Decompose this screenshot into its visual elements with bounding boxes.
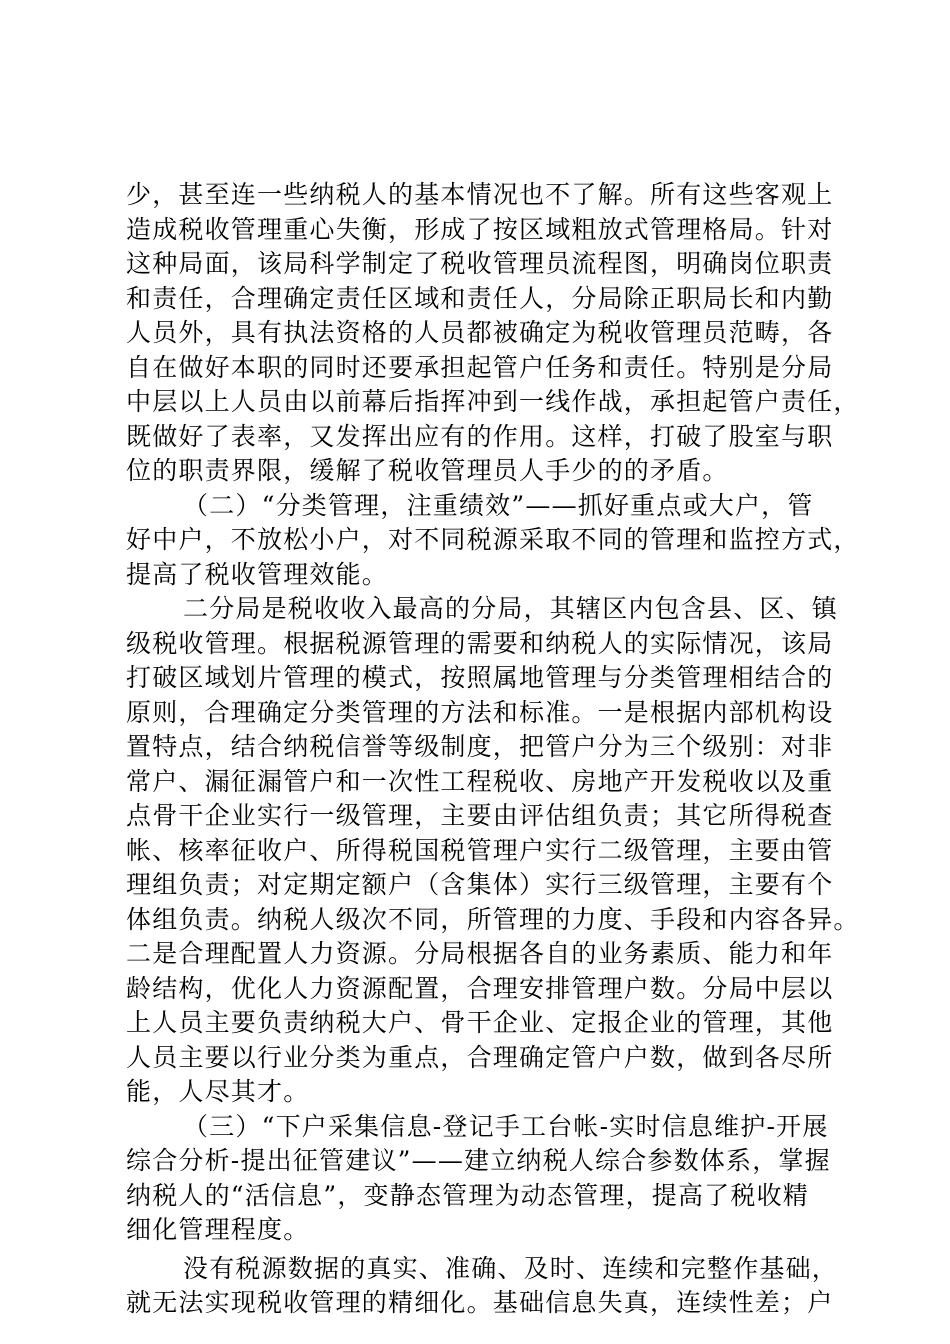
text-line: 二是合理配置人力资源。分局根据各自的业务素质、能力和年 (126, 939, 834, 968)
text-line: 既做好了表率，又发挥出应有的作用。这样，打破了股室与职 (126, 421, 834, 451)
text-line: 这种局面，该局科学制定了税收管理员流程图，明确岗位职责 (126, 249, 834, 278)
section-heading-line: 细化管理程度。 (126, 1215, 310, 1244)
text-line: 理组负责；对定期定额户（含集体）实行三级管理，主要有个 (126, 870, 834, 899)
text-line: 没有税源数据的真实、准确、及时、连续和完整作基础， (183, 1253, 839, 1283)
text-line: 龄结构，优化人力资源配置，合理安排管理户数。分局中层以 (126, 973, 834, 1003)
text-line: 中层以上人员由以前幕后指挥冲到一线作战，承担起管户责任， (126, 387, 860, 416)
text-line: 和责任，合理确定责任区域和责任人，分局除正职局长和内勤 (126, 283, 834, 313)
text-line: 少，甚至连一些纳税人的基本情况也不了解。所有这些客观上 (126, 180, 834, 209)
text-line: 原则，合理确定分类管理的方法和标准。一是根据内部机构设 (126, 697, 834, 727)
text-line: 能，人尽其才。 (126, 1077, 310, 1106)
section-heading-line: 好中户，不放松小户，对不同税源采取不同的管理和监控方式， (126, 525, 860, 554)
text-line: 体组负责。纳税人级次不同，所管理的力度、手段和内容各异。 (126, 904, 860, 934)
text-line: 常户、漏征漏管户和一次性工程税收、房地产开发税收以及重 (126, 766, 834, 796)
section-heading-line: 纳税人的“活信息”，变静态管理为动态管理，提高了税收精 (126, 1180, 809, 1210)
document-body (126, 178, 860, 1321)
section-heading-line: （二）“分类管理，注重绩效”——抓好重点或大户，管 (183, 490, 814, 520)
text-line: 就无法实现税收管理的精细化。基础信息失真，连续性差；户 (126, 1288, 834, 1317)
text-line: 级税收管理。根据税源管理的需要和纳税人的实际情况，该局 (126, 628, 834, 658)
text-line: 上人员主要负责纳税大户、骨干企业、定报企业的管理，其他 (126, 1008, 834, 1037)
text-line: 自在做好本职的同时还要承担起管户任务和责任。特别是分局 (126, 352, 834, 382)
text-line: 二分局是税收收入最高的分局，其辖区内包含县、区、镇 (183, 594, 839, 623)
text-line: 帐、核率征收户、所得税国税管理户实行二级管理，主要由管 (126, 835, 834, 865)
section-heading-line: （三）“下户采集信息-登记手工台帐-实时信息维护-开展 (183, 1111, 829, 1141)
section-heading-line: 综合分析-提出征管建议”——建立纳税人综合参数体系，掌握 (126, 1146, 831, 1175)
text-line: 置特点，结合纳税信誉等级制度，把管户分为三个级别：对非 (126, 732, 834, 761)
text-line: 点骨干企业实行一级管理，主要由评估组负责；其它所得税查 (126, 801, 834, 830)
text-line: 打破区域划片管理的模式，按照属地管理与分类管理相结合的 (126, 663, 834, 692)
text-line: 造成税收管理重心失衡，形成了按区域粗放式管理格局。针对 (126, 214, 834, 244)
section-heading-line: 提高了税收管理效能。 (126, 559, 389, 589)
text-line: 人员主要以行业分类为重点，合理确定管户户数，做到各尽所 (126, 1042, 834, 1072)
text-line: 位的职责界限，缓解了税收管理员人手少的的矛盾。 (126, 456, 729, 485)
text-line: 人员外，具有执法资格的人员都被确定为税收管理员范畴，各 (126, 318, 834, 347)
